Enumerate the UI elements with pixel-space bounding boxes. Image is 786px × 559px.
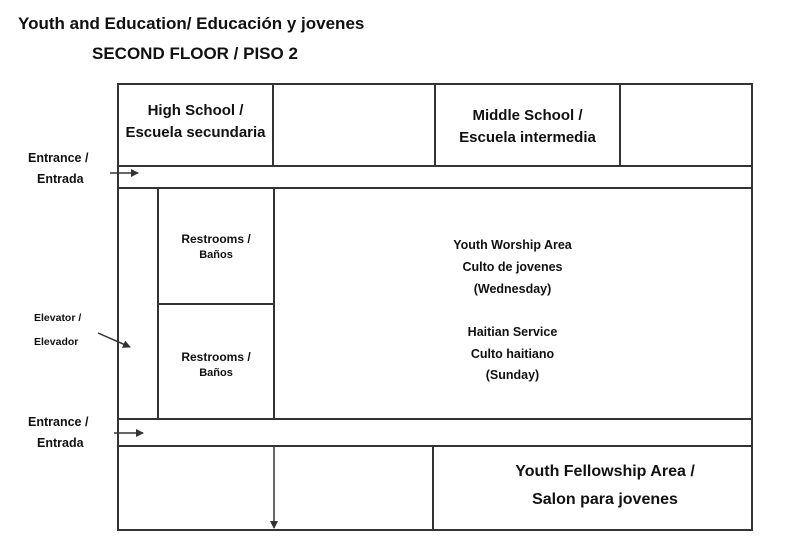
restrooms-upper-line1: Restrooms /	[181, 232, 251, 246]
floor-subtitle: SECOND FLOOR / PISO 2	[92, 44, 298, 63]
worship-line1: Youth Worship Area	[453, 238, 572, 252]
worship-line2: Culto de jovenes	[462, 259, 563, 274]
worship-line4: Haitian Service	[467, 324, 558, 339]
entrance-top-line2: Entrada	[37, 172, 84, 187]
worship-line3: (Wednesday)	[473, 281, 552, 296]
restrooms-upper-line2: Baños	[199, 248, 233, 261]
restrooms-lower-line1: Restrooms /	[181, 350, 251, 364]
room-youth-worship	[430, 235, 595, 387]
elevator-line1: Elevator /	[34, 312, 82, 324]
room-restrooms-lower	[158, 349, 274, 381]
elevator-arrow	[98, 333, 130, 347]
elevator-label	[34, 306, 81, 354]
room-high-school	[118, 100, 273, 144]
worship-line6: (Sunday)	[485, 368, 540, 383]
room-middle-school-line2: Escuela intermedia	[459, 128, 596, 146]
entrance-bottom-line2: Entrada	[37, 436, 84, 451]
room-high-school-line1: High School /	[147, 102, 244, 119]
fellowship-line2: Salon para jovenes	[532, 491, 678, 508]
room-high-school-line2: Escuela secundaria	[125, 123, 266, 141]
entrance-top-line1: Entrance /	[28, 151, 89, 165]
entrance-top-label	[28, 148, 88, 191]
entrance-bottom-line1: Entrance /	[28, 415, 89, 429]
page-title: Youth and Education/ Educación y jovenes	[18, 14, 365, 33]
fellowship-line1: Youth Fellowship Area /	[515, 463, 695, 480]
room-restrooms-upper	[158, 231, 274, 263]
worship-line5: Culto haitiano	[470, 346, 555, 361]
room-middle-school	[435, 105, 620, 149]
restrooms-lower-line2: Baños	[199, 366, 233, 379]
elevator-line2: Elevador	[34, 336, 79, 349]
room-youth-fellowship	[490, 458, 720, 514]
entrance-bottom-label	[28, 412, 88, 455]
room-middle-school-line1: Middle School /	[472, 107, 583, 124]
